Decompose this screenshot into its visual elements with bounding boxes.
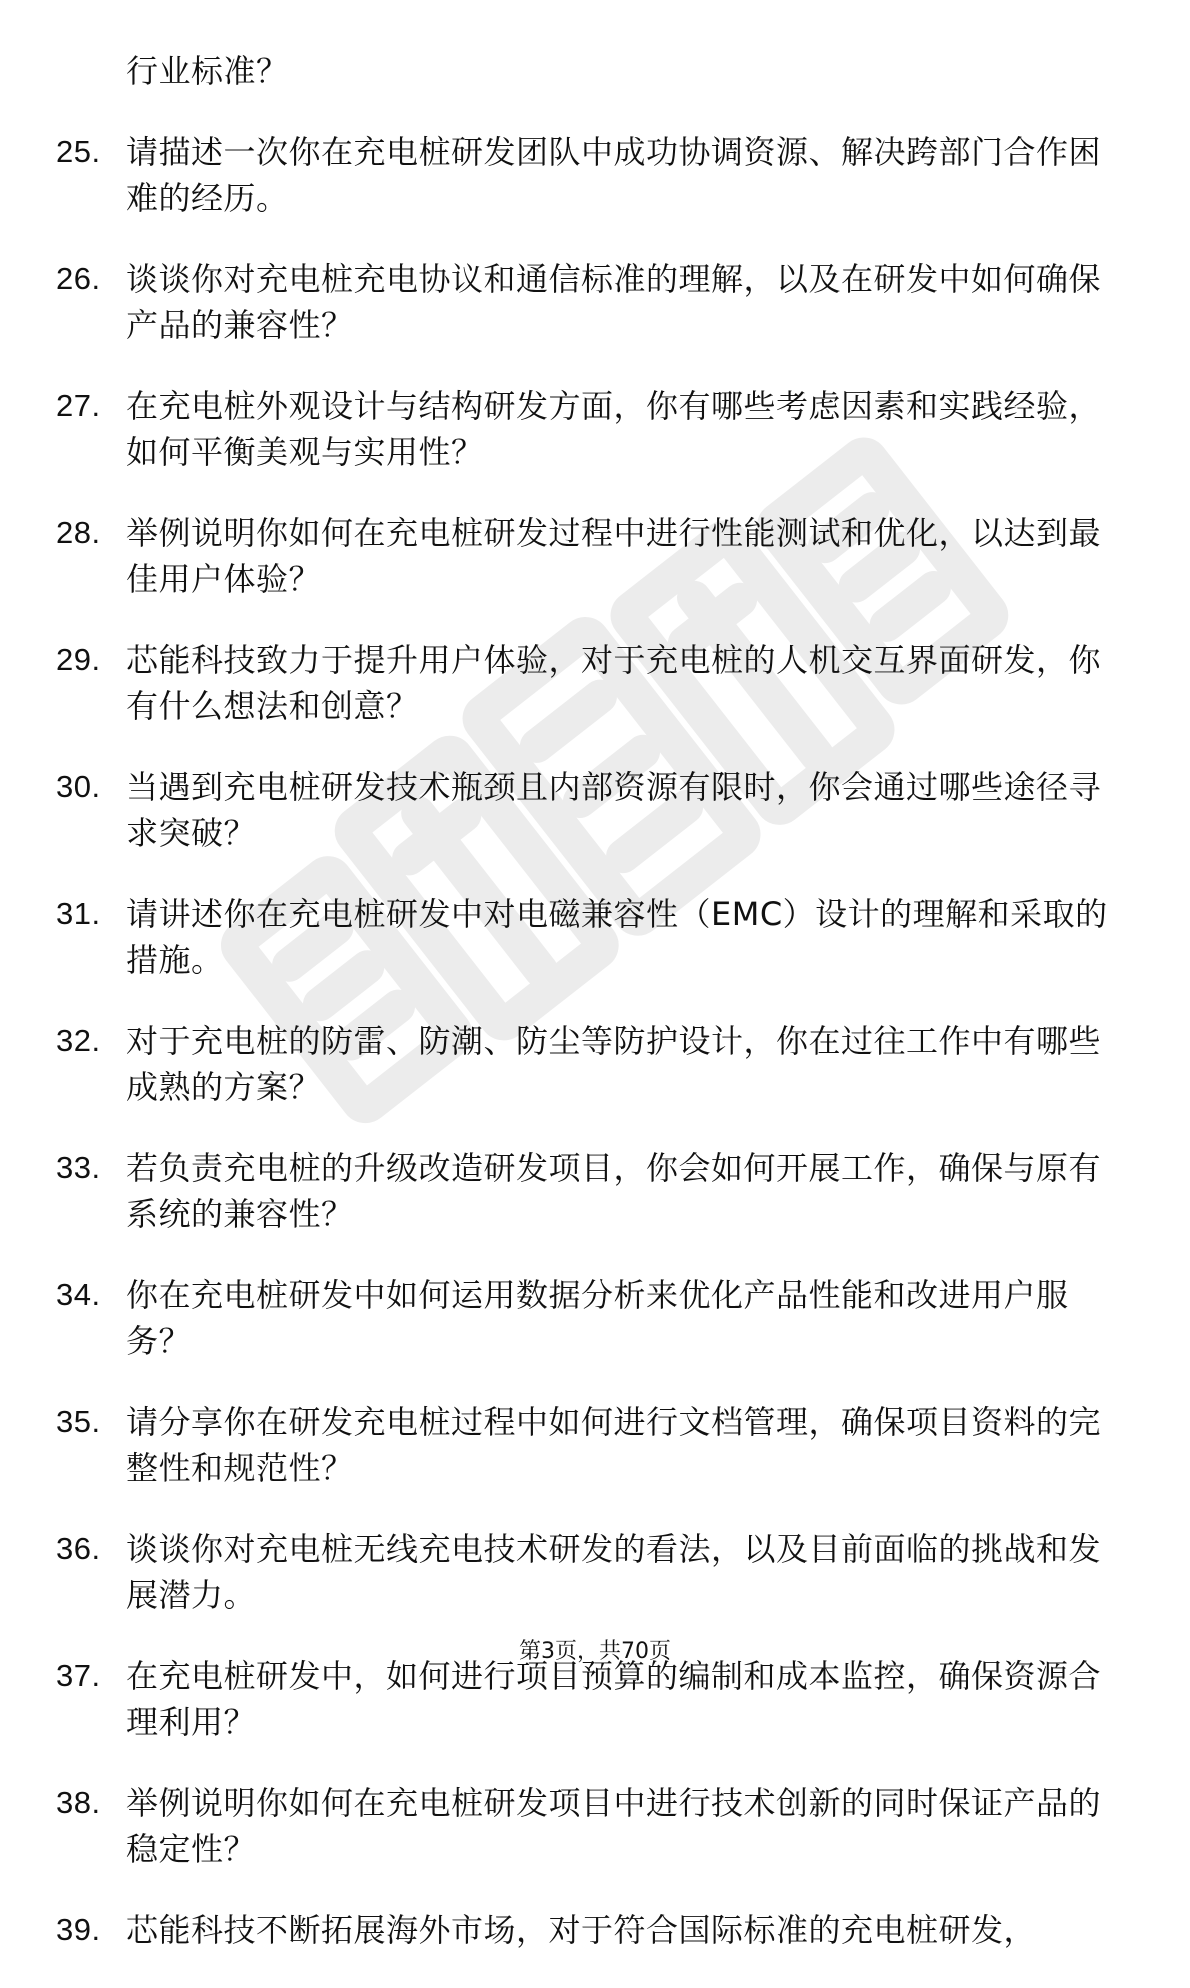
question-number: 37. [56,1658,101,1693]
question-number: 35. [56,1404,101,1439]
question-number: 26. [56,261,101,296]
question-text: 当遇到充电桩研发技术瓶颈且内部资源有限时，你会通过哪些途径寻求突破？ [126,768,1102,852]
question-text: 请讲述你在充电桩研发中对电磁兼容性（EMC）设计的理解和采取的措施。 [126,895,1108,979]
question-text: 对于充电桩的防雷、防潮、防尘等防护设计，你在过往工作中有哪些成熟的方案？ [126,1022,1102,1106]
question-item [0,1526,1190,1618]
question-text: 谈谈你对充电桩充电协议和通信标准的理解，以及在研发中如何确保产品的兼容性？ [126,260,1102,344]
question-item [0,1272,1190,1364]
question-text: 你在充电桩研发中如何运用数据分析来优化产品性能和改进用户服务？ [126,1276,1069,1360]
question-text: 在充电桩研发中，如何进行项目预算的编制和成本监控，确保资源合理利用？ [126,1657,1102,1741]
question-text: 举例说明你如何在充电桩研发项目中进行技术创新的同时保证产品的稳定性？ [126,1784,1102,1868]
question-text: 在充电桩外观设计与结构研发方面，你有哪些考虑因素和实践经验，如何平衡美观与实用性？ [126,387,1102,471]
question-item [0,891,1190,983]
question-item [0,256,1190,348]
question-text: 谈谈你对充电桩无线充电技术研发的看法，以及目前面临的挑战和发展潜力。 [126,1530,1102,1614]
question-number: 33. [56,1150,101,1185]
question-item [0,764,1190,856]
question-item [0,1780,1190,1872]
question-text: 芯能科技不断拓展海外市场，对于符合国际标准的充电桩研发， [126,1911,1037,1949]
question-number: 25. [56,134,101,169]
question-text: 请分享你在研发充电桩过程中如何进行文档管理，确保项目资料的完整性和规范性？ [126,1403,1102,1487]
question-number: 32. [56,1023,101,1058]
question-number: 36. [56,1531,101,1566]
continuation-line: 行业标准？ [126,52,289,90]
question-number: 30. [56,769,101,804]
question-text: 芯能科技致力于提升用户体验，对于充电桩的人机交互界面研发，你有什么想法和创意？ [126,641,1102,725]
question-list [0,48,1190,1988]
question-item [0,1145,1190,1237]
question-text: 请描述一次你在充电桩研发团队中成功协调资源、解决跨部门合作困难的经历。 [126,133,1102,217]
question-item [0,510,1190,602]
question-item [0,1018,1190,1110]
continuation-text [0,48,1190,94]
page-number-label: 第3页，共70页 [519,1639,671,1664]
question-number: 28. [56,515,101,550]
question-item [0,1399,1190,1491]
question-item [0,1653,1190,1745]
question-item [0,383,1190,475]
question-number: 34. [56,1277,101,1312]
question-number: 31. [56,896,101,931]
question-text: 举例说明你如何在充电桩研发过程中进行性能测试和优化，以达到最佳用户体验？ [126,514,1102,598]
question-number: 39. [56,1912,101,1947]
question-item [0,637,1190,729]
question-text: 若负责充电桩的升级改造研发项目，你会如何开展工作，确保与原有系统的兼容性？ [126,1149,1102,1233]
question-number: 27. [56,388,101,423]
page-footer [0,1634,1190,1665]
question-item [0,129,1190,221]
question-item [0,1907,1190,1953]
question-number: 29. [56,642,101,677]
question-number: 38. [56,1785,101,1820]
